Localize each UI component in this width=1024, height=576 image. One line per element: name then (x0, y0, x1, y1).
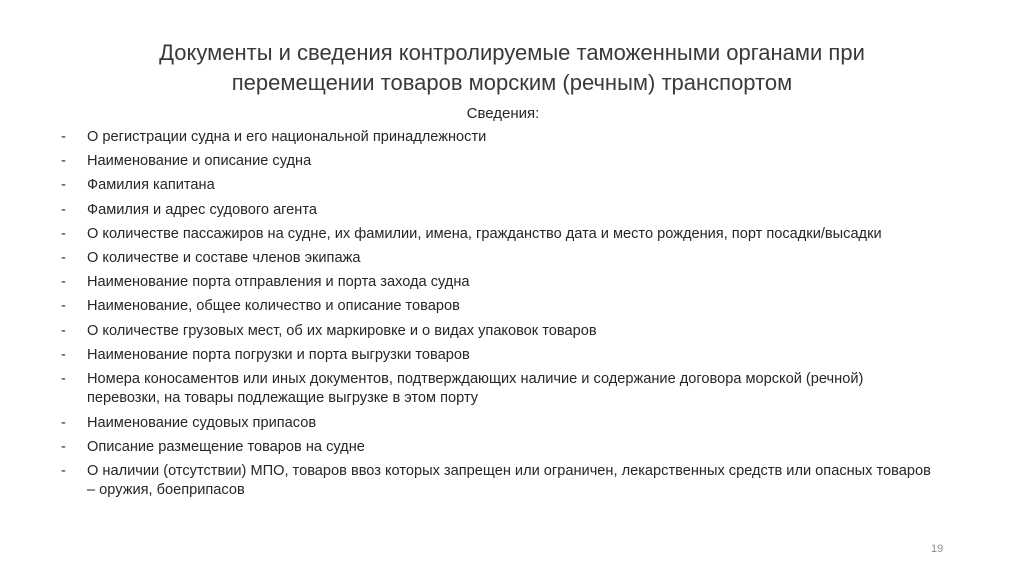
list-item (60, 128, 940, 148)
list-item-text: Номера коносаментов или иных документов, подтверждающих наличие и содержание договора морской (речной) перевозки, на товары подлежащие выгрузке в этом порту (87, 370, 864, 407)
list-item (60, 438, 940, 458)
dash-bullet-icon: - (61, 225, 66, 242)
list-item (60, 346, 940, 366)
list-item (60, 176, 940, 196)
list-item (60, 297, 940, 317)
slide-title (70, 38, 954, 98)
list-item (60, 370, 940, 409)
list-item-text: Фамилия и адрес судового агента (87, 201, 317, 218)
dash-bullet-icon: - (61, 370, 66, 387)
list-item (60, 414, 940, 434)
list-item-text: Наименование, общее количество и описание товаров (87, 298, 460, 315)
dash-bullet-icon: - (61, 414, 66, 431)
list-item-text: Наименование порта отправления и порта захода судна (87, 274, 470, 291)
list-item (60, 273, 940, 293)
dash-bullet-icon: - (61, 201, 66, 218)
list-item (60, 249, 940, 269)
slide-title-line-2: перемещении товаров морским (речным) транспортом (231, 70, 793, 95)
list-item (60, 322, 940, 342)
dash-bullet-icon: - (61, 153, 66, 170)
list-item-text: Наименование и описание судна (87, 153, 312, 170)
info-list (60, 128, 940, 506)
list-item (60, 152, 940, 172)
list-item-text: Наименование судовых припасов (87, 414, 317, 431)
page-number: 19 (931, 543, 944, 555)
dash-bullet-icon: - (61, 346, 66, 363)
dash-bullet-icon: - (61, 177, 66, 194)
list-subheading-text: Сведения: (466, 105, 540, 122)
list-subheading (0, 104, 1024, 124)
list-item-text: О количестве грузовых мест, об их маркировке и о видах упаковок товаров (87, 322, 597, 339)
dash-bullet-icon: - (61, 462, 66, 479)
dash-bullet-icon: - (61, 438, 66, 455)
dash-bullet-icon: - (61, 322, 66, 339)
list-item-text: Фамилия капитана (87, 177, 215, 194)
list-item-text: Описание размещение товаров на судне (87, 438, 365, 455)
list-item (60, 225, 940, 245)
list-item-text: О количестве и составе членов экипажа (87, 249, 361, 266)
list-item (60, 462, 940, 501)
list-item-text: О наличии (отсутствии) МПО, товаров ввоз которых запрещен или ограничен, лекарственных средств или опасных товаров – оружия, боеприпасов (87, 462, 931, 499)
list-item-text: О количестве пассажиров на судне, их фамилии, имена, гражданство дата и место рождения, порт посадки/высадки (87, 225, 882, 242)
slide-title-line-1: Документы и сведения контролируемые таможенными органами при (159, 40, 865, 65)
dash-bullet-icon: - (61, 298, 66, 315)
list-item (60, 201, 940, 221)
dash-bullet-icon: - (61, 249, 66, 266)
dash-bullet-icon: - (61, 129, 66, 145)
dash-bullet-icon: - (61, 274, 66, 291)
list-item-text: Наименование порта погрузки и порта выгрузки товаров (87, 346, 470, 363)
list-item-text: О регистрации судна и его национальной принадлежности (87, 129, 487, 145)
